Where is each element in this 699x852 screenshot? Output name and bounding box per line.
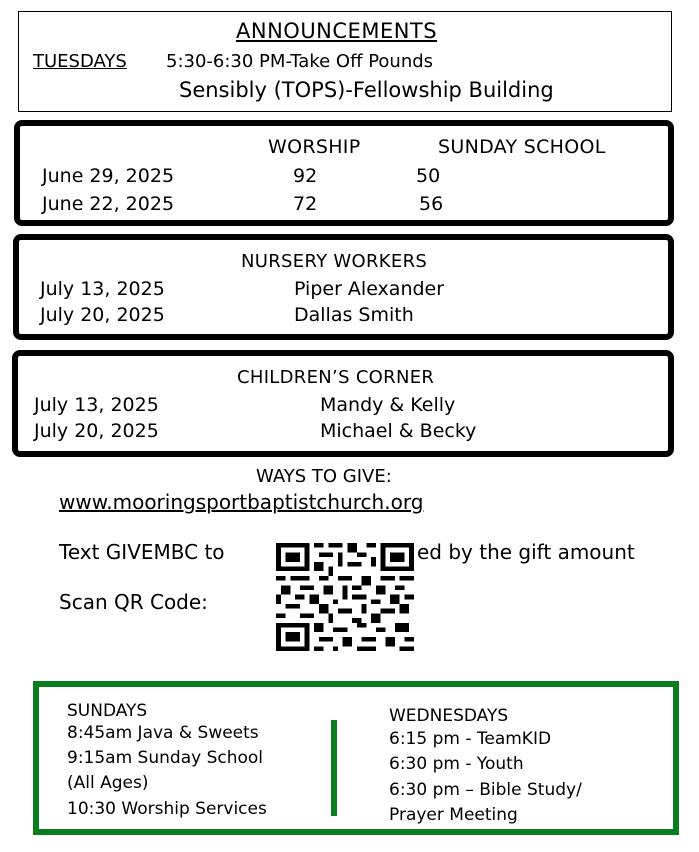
sundays-title: SUNDAYS bbox=[67, 701, 148, 721]
children-leaders: Mandy & Kelly bbox=[320, 394, 456, 416]
children-date: July 20, 2025 bbox=[34, 420, 159, 442]
wednesday-item: 6:30 pm – Bible Study/ bbox=[389, 780, 582, 800]
text-give-instruction-end: ed by the gift amount bbox=[417, 540, 635, 564]
church-website-link[interactable]: www.mooringsportbaptistchurch.org bbox=[59, 490, 424, 514]
announcement-line-1: 5:30-6:30 PM-Take Off Pounds bbox=[166, 51, 434, 72]
schedule-divider bbox=[331, 720, 337, 816]
attendance-date: June 29, 2025 bbox=[42, 165, 175, 187]
announcement-line-2: Sensibly (TOPS)-Fellowship Building bbox=[179, 78, 554, 102]
sunday-school-count: 50 bbox=[416, 165, 441, 187]
sunday-item: 8:45am Java & Sweets bbox=[67, 723, 259, 743]
children-leaders: Michael & Becky bbox=[320, 420, 477, 442]
nursery-date: July 20, 2025 bbox=[40, 304, 165, 326]
ways-to-give-title: WAYS TO GIVE: bbox=[256, 466, 392, 487]
wednesday-item: Prayer Meeting bbox=[389, 805, 518, 825]
scan-qr-label: Scan QR Code: bbox=[59, 590, 208, 614]
worship-count: 72 bbox=[293, 193, 318, 215]
childrens-corner-title: CHILDREN’S CORNER bbox=[237, 367, 435, 388]
worship-count: 92 bbox=[293, 165, 318, 187]
attendance-date: June 22, 2025 bbox=[42, 193, 175, 215]
sunday-item: (All Ages) bbox=[67, 773, 149, 793]
announcement-day: TUESDAYS bbox=[33, 51, 127, 72]
announcements-title: ANNOUNCEMENTS bbox=[236, 19, 438, 43]
text-give-instruction: Text GIVEMBC to bbox=[59, 540, 225, 564]
sunday-school-header: SUNDAY SCHOOL bbox=[438, 136, 606, 158]
worship-header: WORSHIP bbox=[268, 136, 361, 158]
wednesdays-title: WEDNESDAYS bbox=[389, 706, 509, 726]
sunday-item: 10:30 Worship Services bbox=[67, 799, 267, 819]
nursery-date: July 13, 2025 bbox=[40, 278, 165, 300]
sunday-item: 9:15am Sunday School bbox=[67, 748, 264, 768]
nursery-worker: Dallas Smith bbox=[294, 304, 414, 326]
wednesday-item: 6:30 pm - Youth bbox=[389, 754, 524, 774]
qr-code-icon[interactable] bbox=[276, 543, 414, 651]
nursery-title: NURSERY WORKERS bbox=[241, 251, 428, 272]
wednesday-item: 6:15 pm - TeamKID bbox=[389, 729, 552, 749]
children-date: July 13, 2025 bbox=[34, 394, 159, 416]
nursery-worker: Piper Alexander bbox=[294, 278, 445, 300]
sunday-school-count: 56 bbox=[419, 193, 444, 215]
